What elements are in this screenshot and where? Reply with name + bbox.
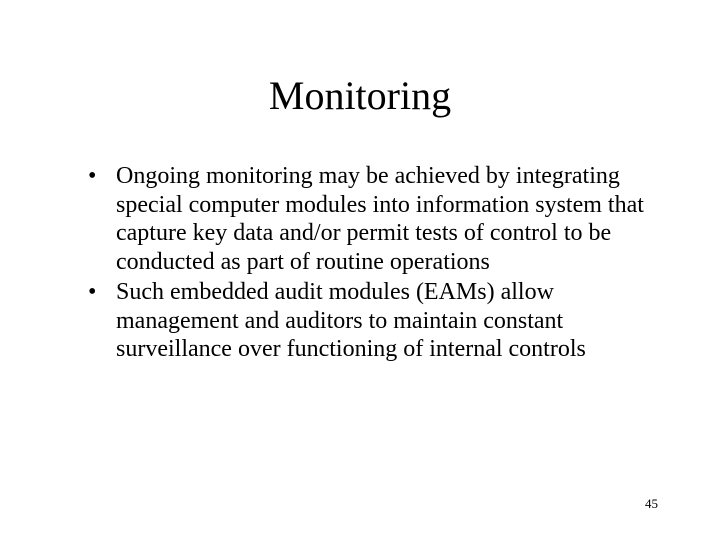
bullet-icon: • — [88, 163, 97, 189]
slide-number: 45 — [645, 496, 658, 511]
bullet-icon: • — [88, 279, 97, 305]
bullet-list — [88, 162, 676, 366]
bullet-item — [88, 162, 676, 276]
bullet-item — [88, 278, 676, 364]
slide-title: Monitoring — [268, 73, 452, 118]
bullet-text: Ongoing monitoring may be achieved by integrating special computer modules into information system that capture key data and/or permit tests of control to be conducted as part of routine operations — [116, 163, 644, 275]
bullet-text: Such embedded audit modules (EAMs) allow management and auditors to maintain constant surveillance over functioning of internal controls — [116, 279, 586, 362]
